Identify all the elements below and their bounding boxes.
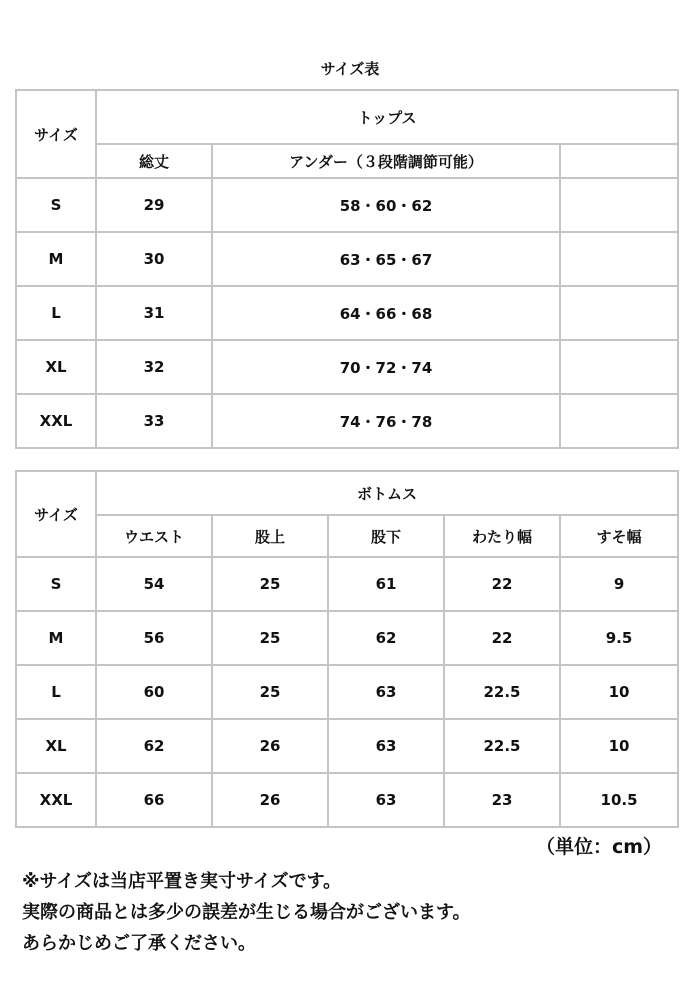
tops-empty-cell: [560, 340, 678, 394]
bottoms-hem-cell: 9: [560, 557, 678, 611]
notes-block: [22, 866, 471, 959]
bottoms-inseam-cell: 63: [328, 719, 444, 773]
tops-col-under: アンダー（３段階調節可能）: [212, 144, 560, 178]
bottoms-thigh-cell: 22: [444, 557, 560, 611]
table-row: [16, 286, 678, 340]
bottoms-size-cell: S: [16, 557, 96, 611]
bottoms-thigh-cell: 23: [444, 773, 560, 827]
bottoms-hem-cell: 10: [560, 719, 678, 773]
table-row: [16, 340, 678, 394]
bottoms-rise-cell: 25: [212, 665, 328, 719]
note-line: あらかじめご了承ください。: [22, 933, 256, 954]
tops-size-cell: S: [16, 178, 96, 232]
bottoms-header-size: サイズ: [16, 471, 96, 557]
bottoms-waist-cell: 54: [96, 557, 212, 611]
table-row: [16, 773, 678, 827]
tops-header-size: サイズ: [16, 90, 96, 178]
bottoms-inseam-cell: 63: [328, 665, 444, 719]
bottoms-col-waist: ウエスト: [96, 515, 212, 557]
tops-empty-cell: [560, 286, 678, 340]
bottoms-thigh-cell: 22.5: [444, 665, 560, 719]
bottoms-col-inseam: 股下: [328, 515, 444, 557]
tops-col-empty: [560, 144, 678, 178]
bottoms-size-cell: XL: [16, 719, 96, 773]
bottoms-hem-cell: 9.5: [560, 611, 678, 665]
bottoms-waist-cell: 62: [96, 719, 212, 773]
tops-under-cell: 64・66・68: [212, 286, 560, 340]
bottoms-waist-cell: 60: [96, 665, 212, 719]
unit-note: （単位：cm）: [535, 836, 662, 858]
tops-length-cell: 30: [96, 232, 212, 286]
tops-under-cell: 70・72・74: [212, 340, 560, 394]
tops-size-cell: XL: [16, 340, 96, 394]
bottoms-rise-cell: 26: [212, 719, 328, 773]
tops-length-cell: 33: [96, 394, 212, 448]
tops-header-group: トップス: [96, 90, 678, 144]
bottoms-size-cell: XXL: [16, 773, 96, 827]
bottoms-rise-cell: 25: [212, 611, 328, 665]
table-row: [16, 394, 678, 448]
table-row: [16, 557, 678, 611]
table-row: [16, 232, 678, 286]
tops-size-cell: XXL: [16, 394, 96, 448]
bottoms-col-thigh: わたり幅: [444, 515, 560, 557]
tops-size-cell: L: [16, 286, 96, 340]
bottoms-col-hem: すそ幅: [560, 515, 678, 557]
bottoms-thigh-cell: 22.5: [444, 719, 560, 773]
bottoms-hem-cell: 10.5: [560, 773, 678, 827]
bottoms-inseam-cell: 63: [328, 773, 444, 827]
page-title: サイズ表: [320, 60, 380, 78]
note-line: ※サイズは当店平置き実寸サイズです。: [22, 871, 342, 892]
table-row: [16, 665, 678, 719]
bottoms-inseam-cell: 62: [328, 611, 444, 665]
bottoms-waist-cell: 66: [96, 773, 212, 827]
tops-empty-cell: [560, 232, 678, 286]
bottoms-size-table: [15, 470, 679, 828]
bottoms-hem-cell: 10: [560, 665, 678, 719]
tops-col-length: 総丈: [96, 144, 212, 178]
table-row: [16, 719, 678, 773]
tops-size-cell: M: [16, 232, 96, 286]
table-row: [16, 178, 678, 232]
tops-empty-cell: [560, 178, 678, 232]
tops-empty-cell: [560, 394, 678, 448]
bottoms-col-rise: 股上: [212, 515, 328, 557]
bottoms-header-group: ボトムス: [96, 471, 678, 515]
tops-size-table: [15, 89, 679, 449]
bottoms-rise-cell: 25: [212, 557, 328, 611]
bottoms-rise-cell: 26: [212, 773, 328, 827]
bottoms-thigh-cell: 22: [444, 611, 560, 665]
tops-under-cell: 63・65・67: [212, 232, 560, 286]
tops-length-cell: 31: [96, 286, 212, 340]
tops-under-cell: 58・60・62: [212, 178, 560, 232]
note-line: 実際の商品とは多少の誤差が生じる場合がございます。: [22, 902, 471, 923]
tops-under-cell: 74・76・78: [212, 394, 560, 448]
bottoms-waist-cell: 56: [96, 611, 212, 665]
bottoms-size-cell: L: [16, 665, 96, 719]
bottoms-inseam-cell: 61: [328, 557, 444, 611]
table-row: [16, 611, 678, 665]
tops-length-cell: 32: [96, 340, 212, 394]
tops-length-cell: 29: [96, 178, 212, 232]
bottoms-size-cell: M: [16, 611, 96, 665]
